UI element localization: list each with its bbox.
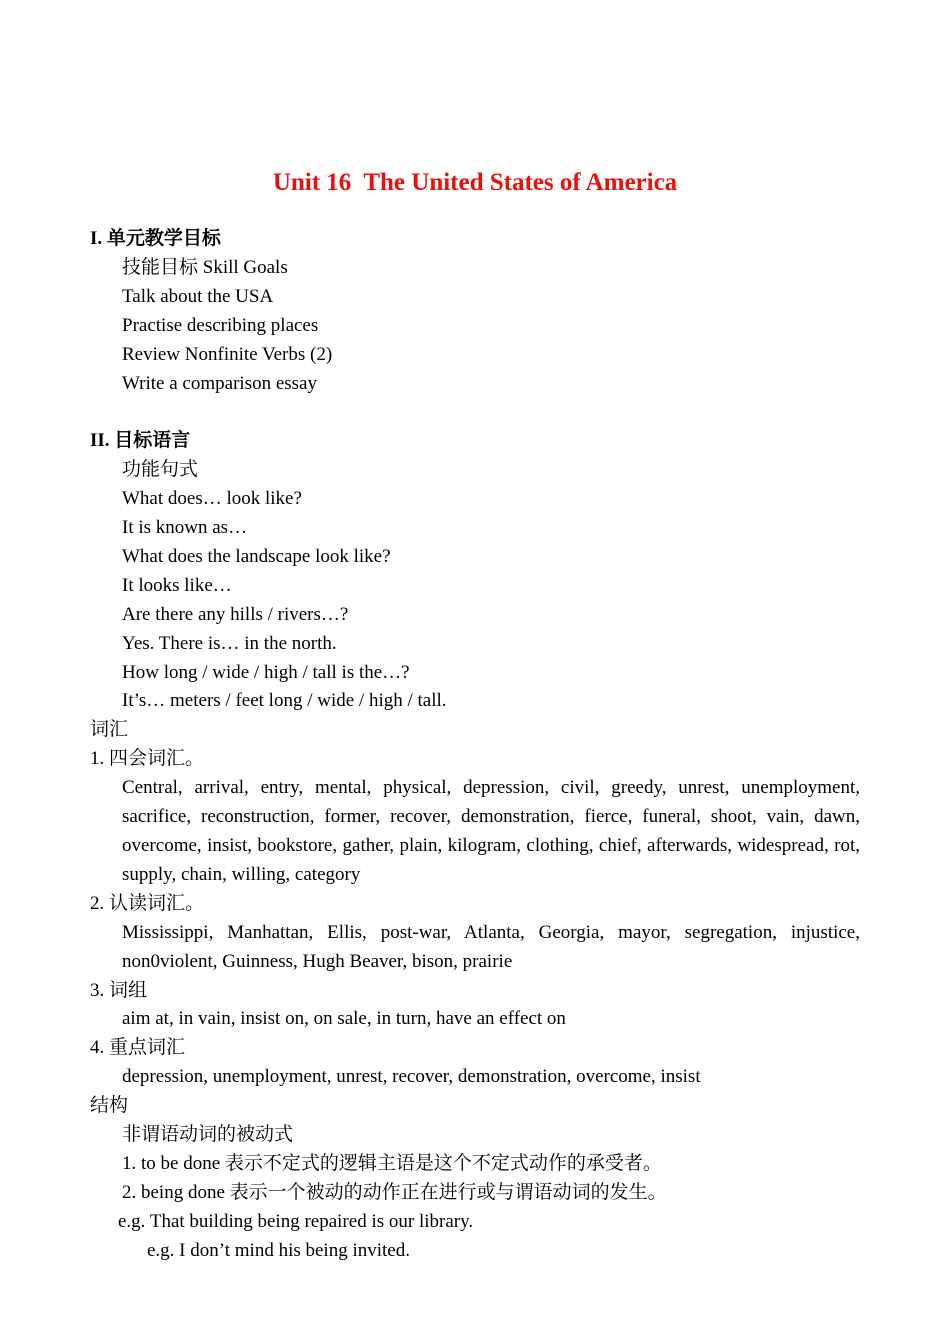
functional-sentence: What does the landscape look like? xyxy=(122,545,391,567)
vocab-group-label: 4. 重点词汇 xyxy=(90,1037,186,1059)
document-body xyxy=(90,225,860,1266)
vocabulary-label: 词汇 xyxy=(90,719,129,741)
structure-point: 2. being done 表示一个被动的动作正在进行或与谓语动词的发生。 xyxy=(122,1181,667,1203)
section-1-heading: I. 单元教学目标 xyxy=(90,228,221,249)
goal-item: Write a comparison essay xyxy=(122,372,317,394)
example-sentence: e.g. I don’t mind his being invited. xyxy=(147,1239,410,1261)
structure-label: 结构 xyxy=(90,1095,129,1117)
functional-sentence: It’s… meters / feet long / wide / high / tall. xyxy=(122,690,447,712)
vocab-group-text: Mississippi, Manhattan, Ellis, post-war, Atlanta, Georgia, mayor, segregation, injustice, non0violent, Guinness, Hugh Beaver, bison, prairie xyxy=(122,921,860,972)
vocab-group-text: Central, arrival, entry, mental, physical, depression, civil, greedy, unrest, unemployment, sacrifice, reconstruction, former, recover, demonstration, fierce, funeral, shoot, vain, dawn, overcome, insist, bookstore, gather, plain, kilogram, clothing, chief, afterwards, widespread, rot, supply, chain, willing, category xyxy=(122,777,860,885)
structure-point: 1. to be done 表示不定式的逻辑主语是这个不定式动作的承受者。 xyxy=(122,1152,662,1174)
functional-sentence: Yes. There is… in the north. xyxy=(122,632,337,654)
functional-sentence: It is known as… xyxy=(122,517,248,539)
functional-sentences-label: 功能句式 xyxy=(122,459,199,481)
goal-item: Review Nonfinite Verbs (2) xyxy=(122,343,333,365)
section-2-heading: II. 目标语言 xyxy=(90,430,191,452)
functional-sentence: What does… look like? xyxy=(122,488,302,510)
functional-sentence: Are there any hills / rivers…? xyxy=(122,603,349,625)
vocab-group-label: 3. 词组 xyxy=(90,979,148,1001)
vocab-group-label: 2. 认读词汇。 xyxy=(90,892,205,914)
structure-subheading: 非谓语动词的被动式 xyxy=(122,1124,294,1146)
vocab-group-text: aim at, in vain, insist on, on sale, in turn, have an effect on xyxy=(122,1008,566,1030)
skill-goals-label: 技能目标 Skill Goals xyxy=(122,256,288,278)
vocab-group-text: depression, unemployment, unrest, recover, demonstration, overcome, insist xyxy=(122,1066,701,1088)
functional-sentence: How long / wide / high / tall is the…? xyxy=(122,661,410,683)
document-title: Unit 16 The United States of America xyxy=(272,169,678,196)
goal-item: Talk about the USA xyxy=(122,285,274,307)
example-sentence: e.g. That building being repaired is our library. xyxy=(118,1210,474,1232)
section-spacer xyxy=(90,398,860,427)
functional-sentence: It looks like… xyxy=(122,574,232,596)
vocab-group-label: 1. 四会词汇。 xyxy=(90,748,205,770)
goal-item: Practise describing places xyxy=(122,314,319,336)
